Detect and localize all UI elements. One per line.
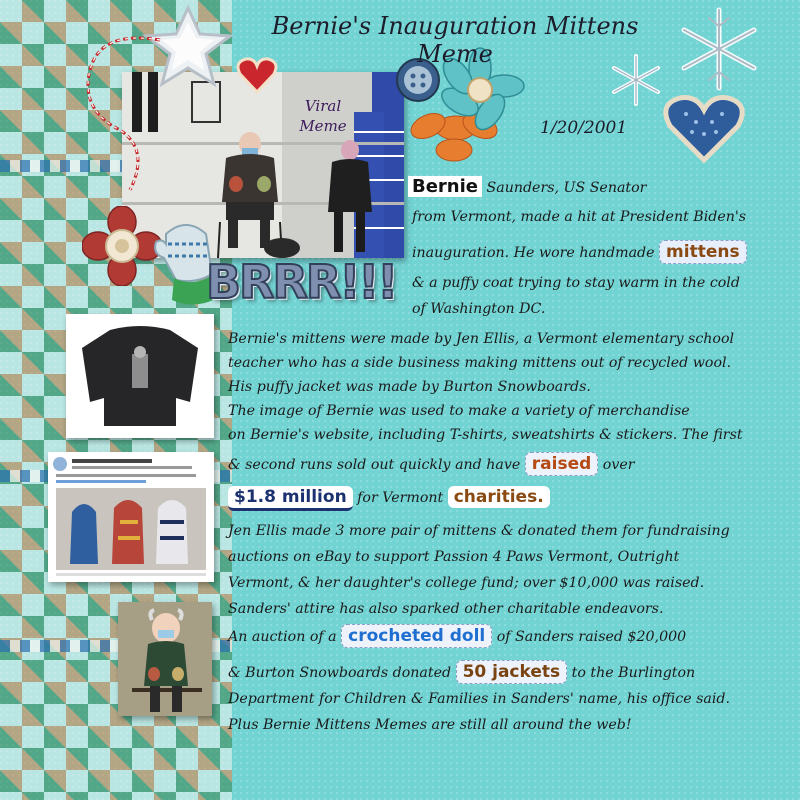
journal-text-span: Department for Children & Families in Sanders' name, his office said. bbox=[228, 691, 731, 707]
journal-text-span: & Burton Snowboards donated bbox=[228, 665, 456, 681]
journal-text-span: Jen Ellis made 3 more pair of mittens & donated them for fundraising bbox=[228, 523, 730, 539]
journal-line bbox=[228, 624, 794, 648]
sweatshirt-photo bbox=[66, 314, 214, 438]
journal-line bbox=[412, 240, 800, 264]
journal-text-span: to the Burlington bbox=[567, 665, 696, 681]
highlight-tag: raised bbox=[525, 452, 599, 476]
journal-line bbox=[412, 298, 800, 320]
journal-line bbox=[412, 206, 800, 228]
sweatshirt-drawing bbox=[66, 314, 214, 438]
journal-text-span: Sanders' attire has also sparked other charitable endeavors. bbox=[228, 601, 664, 617]
viral-label-word: Viral bbox=[304, 97, 342, 115]
journal-line bbox=[228, 714, 794, 736]
highlight-tag: 50 jackets bbox=[456, 660, 568, 684]
highlight-tag: Bernie bbox=[408, 176, 482, 197]
tweet-screenshot bbox=[48, 452, 214, 582]
meme-label-word: Meme bbox=[299, 117, 347, 135]
journal-text-span: Bernie's mittens were made by Jen Ellis, a Vermont elementary school bbox=[228, 331, 735, 347]
journal-text-span: Saunders, US Senator bbox=[482, 180, 647, 196]
snowflake-icon bbox=[664, 4, 774, 94]
page-title: Bernie's Inauguration Mittens Meme bbox=[271, 12, 639, 68]
journal-line bbox=[228, 598, 794, 620]
journal-text-span: from Vermont, made a hit at President Biden's bbox=[412, 209, 747, 225]
date-label: 1/20/2001 bbox=[540, 118, 628, 138]
journal-line bbox=[228, 376, 794, 398]
journal-text-span: teacher who has a side business making mittens out of recycled wool. bbox=[228, 355, 732, 371]
highlight-tag: mittens bbox=[659, 240, 747, 264]
journal-text-span: of Washington DC. bbox=[412, 301, 546, 317]
highlight-tag: crocheted doll bbox=[341, 624, 492, 648]
brrr-wordart: BRRR!!! bbox=[206, 255, 397, 309]
tweet-drawing bbox=[48, 452, 214, 582]
journal-line bbox=[228, 486, 794, 511]
journal-line bbox=[228, 660, 794, 684]
journal-line bbox=[228, 452, 794, 476]
journal-text-span: of Sanders raised $20,000 bbox=[492, 629, 687, 645]
twine-string-decoration bbox=[60, 30, 170, 200]
journal-line bbox=[228, 424, 794, 446]
journal-text-span: on Bernie's website, including T-shirts, sweatshirts & stickers. The first bbox=[228, 427, 743, 443]
journal-line bbox=[408, 176, 800, 199]
highlight-tag: charities. bbox=[448, 486, 550, 508]
journal-line bbox=[228, 400, 794, 422]
blue-heart-icon bbox=[662, 92, 746, 164]
journal-text-span: The image of Bernie was used to make a variety of merchandise bbox=[228, 403, 690, 419]
journal-text-span: & second runs sold out quickly and have bbox=[228, 457, 525, 473]
journal-text-span: Vermont, & her daughter's college fund; over $10,000 was raised. bbox=[228, 575, 705, 591]
journal-text-span: over bbox=[598, 457, 635, 473]
journal-text-span: His puffy jacket was made by Burton Snowboards. bbox=[228, 379, 591, 395]
crocheted-doll-photo bbox=[118, 602, 212, 716]
journal-text-span: Plus Bernie Mittens Memes are still all around the web! bbox=[228, 717, 632, 733]
journal-line bbox=[228, 572, 794, 594]
journal-text-span: for Vermont bbox=[352, 490, 448, 506]
journal-line bbox=[228, 520, 794, 542]
journal-text-span: auctions on eBay to support Passion 4 Paws Vermont, Outright bbox=[228, 549, 680, 565]
highlight-tag: $1.8 million bbox=[228, 486, 353, 511]
journal-line bbox=[228, 352, 794, 374]
journal-line bbox=[228, 546, 794, 568]
viral-meme-label bbox=[288, 96, 358, 136]
journal-line bbox=[228, 688, 794, 710]
doll-drawing bbox=[118, 602, 212, 716]
journal-text-span: An auction of a bbox=[228, 629, 342, 645]
journal-text-span: & a puffy coat trying to stay warm in the cold bbox=[412, 275, 740, 291]
journal-text-span: inauguration. He wore handmade bbox=[412, 245, 660, 261]
journal-line bbox=[412, 272, 800, 294]
journal-line bbox=[228, 328, 794, 350]
